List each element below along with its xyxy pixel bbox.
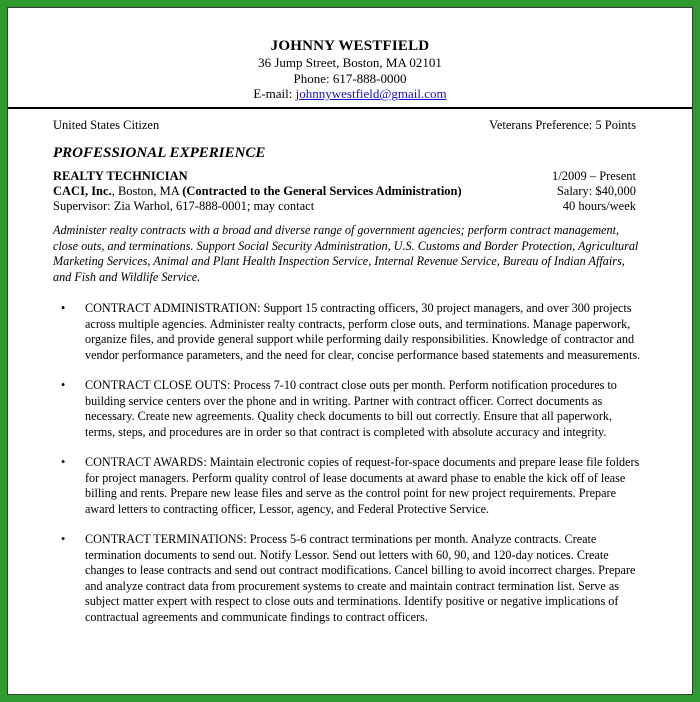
company-location: , Boston, MA [111,184,183,198]
company-row [53,184,636,199]
bullet-dot: • [61,378,66,392]
email-label: E-mail: [253,86,296,101]
company-line [53,184,462,199]
bullet-text: CONTRACT TERMINATIONS: Process 5-6 contract terminations per month. Analyze contracts. Create termination documents to send out. Notify Lessor. Send out letters with 60, 90, and 120-day notices. Create changes to lease contracts and send out contract modifications. Cancel billing to avoid incorrect charges. Prepare and analyze contract data from procurement systems to create and maintain contract termination list. Serve as subject matter expert with respect to close outs and terminations. Identify positive or negative implications of contractual agreements and communicate findings to contract officers. [85,532,636,624]
veterans-preference: Veterans Preference: 5 Points [489,118,636,132]
bullet-item [53,455,642,517]
company-name: CACI, Inc. [53,184,112,198]
supervisor-row [53,199,636,214]
job-title-row [53,169,636,184]
bullet-dot: • [61,532,66,546]
resume-page [8,8,692,694]
supervisor: Supervisor: Zia Warhol, 617-888-0001; may contact [53,199,315,213]
contract-note: (Contracted to the General Services Administration) [182,184,462,198]
bullet-text: CONTRACT AWARDS: Maintain electronic copies of request-for-space documents and prepare lease file folders for project managers. Perform quality control of lease documents at award phase to enable the kick off of lease billing and rents. Prepare new lease files and serve as the control point for new project requirements. Prepare award letters to contracting officer, Lessor, agency, and Federal Protective Service. [85,455,640,516]
job-entry [53,169,636,214]
email-line [8,86,692,102]
address-line: 36 Jump Street, Boston, MA 02101 [258,55,442,70]
phone-line: Phone: 617-888-0000 [293,70,407,86]
bullet-list [53,301,642,640]
hours: 40 hours/week [562,199,636,213]
bullet-item [53,301,642,363]
salary: Salary: $40,000 [556,184,636,198]
job-summary: Administer realty contracts with a broad and diverse range of government agencies; perform contract management, close outs, and terminations. Support Social Security Administration, U.S. Customs and Border Protection, Agricultural Marketing Services, Animal and Plant Health Inspection Service, Internal Revenue Service, Bureau of Indian Affairs, and Fish and Wildlife Service. [53,223,639,284]
header-divider [8,107,692,109]
info-row [53,118,636,133]
bullet-dot: • [61,455,66,469]
email-link[interactable]: johnnywestfield@gmail.com [295,86,447,101]
bullet-item [53,532,642,625]
candidate-name: JOHNNY WESTFIELD [270,38,430,54]
resume-header [8,8,692,102]
bullet-text: CONTRACT CLOSE OUTS: Process 7-10 contract close outs per month. Perform notification procedures to building service centers over the phone and in writing. Partner with contract officer. Correct documents as necessary. Create new agreements. Quality check documents to bill out correctly. Ensure that all paperwork, terms, steps, and procedures are in order so that contract is completed with absolute accuracy and integrity. [85,378,617,439]
bullet-text: CONTRACT ADMINISTRATION: Support 15 contracting officers, 30 project managers, and over 300 projects across multiple agencies. Administer realty contracts, perform close outs, and terminations. Manage paperwork, organize files, and provide general support while performing daily responsibilities. Knowledge of contractor and vendor performance parameters, and the need for clear, concise performance based statements and measurements. [85,301,641,362]
job-title: REALTY TECHNICIAN [53,169,188,183]
job-dates: 1/2009 – Present [551,169,636,183]
bullet-dot: • [61,301,66,315]
bullet-item [53,378,642,440]
citizenship: United States Citizen [53,118,160,132]
section-title: PROFESSIONAL EXPERIENCE [53,145,266,161]
